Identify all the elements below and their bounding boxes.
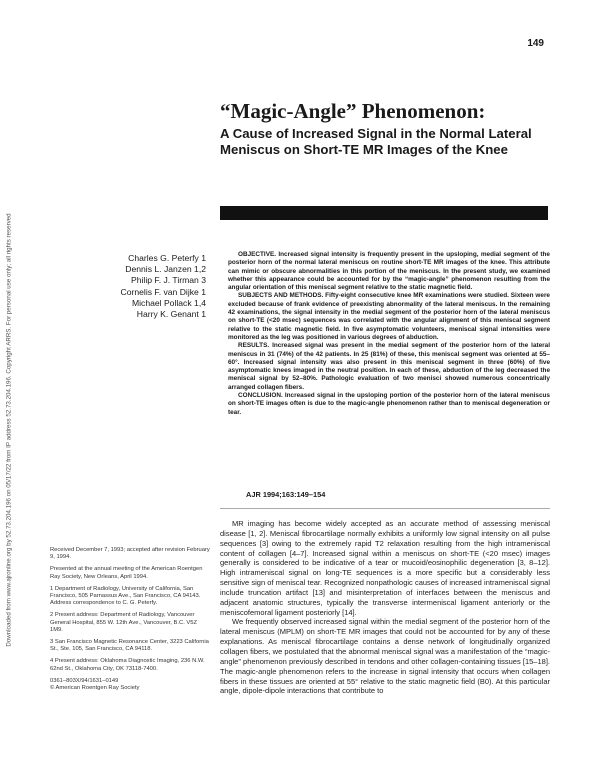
- author: Dennis L. Janzen 1,2: [125, 264, 206, 275]
- abstract-methods-text: Fifty-eight consecutive knee MR examinations were studied. Sixteen were excluded because of frank evidence of preexisting abnormality of the lateral meniscus. In the remaining 42 examinations, the signal intensity in the medial segment of the posterior horn of the lateral meniscus on short-TE (<20 msec) sequences was correlated with the angular alignment of this meniscal segment relative to the static magnetic field. In five asymptomatic volunteers, meniscal signal intensities were monitored as the leg was positioned in various degrees of abduction.: [228, 292, 550, 341]
- abstract-results-text: Increased signal was present in the medial segment of the posterior horn of the lateral meniscus in 31 (74%) of the 42 patients. In 25 (81%) of these, this meniscal segment was oriented at 55–60°. Increased signal intensity was also present in this meniscal segment in three (60%) of five asymptomatic knees imaged in the neutral position. In each of these, abduction of the leg decreased the meniscal signal by 52–80%. Pathologic evaluation of two menisci showed numerous concentrically arranged collagen fibers.: [228, 342, 550, 391]
- footnote: 0361–803X/94/1631–0149: [50, 677, 119, 684]
- abstract-objective: [228, 251, 550, 292]
- download-notice: [2, 150, 16, 710]
- title-divider-bar: [220, 206, 548, 220]
- footnote: 2 Present address: Department of Radiology, Vancouver General Hospital, 855 W. 12th Ave., Vancouver, B.C. V5Z 1M9.: [50, 612, 198, 633]
- footnote: Received December 7, 1993; accepted after revision February 9, 1994.: [50, 547, 210, 561]
- section-divider: [220, 508, 550, 509]
- title-block: [220, 100, 550, 158]
- author: Michael Pollack 1,4: [131, 297, 206, 308]
- journal-citation: AJR 1994;163:149–154: [246, 490, 326, 499]
- footnote: 1 Department of Radiology, University of California, San Francisco, 505 Parnassus Ave., San Francisco, CA 94143. Address correspondence to C. G. Peterfy.: [50, 585, 201, 607]
- author: Harry K. Genant 1: [136, 309, 206, 320]
- article-title: “Magic-Angle” Phenomenon:: [220, 99, 486, 123]
- footnote: © American Roentgen Ray Society: [50, 685, 140, 692]
- abstract-methods: [228, 292, 550, 342]
- author: Cornelis F. van Dijke 1: [120, 286, 206, 297]
- footnotes: [50, 547, 210, 697]
- footnote: Presented at the annual meeting of the American Roentgen Ray Society, New Orleans, April 1994.: [50, 566, 203, 580]
- author: Philip F. J. Tirman 3: [131, 275, 206, 286]
- body-paragraph: MR imaging has become widely accepted as an accurate method of assessing meniscal disease [1, 2]. Meniscal fibrocartilage normally exhibits a uniformly low signal intensity on all pulse sequences [3] owing to the extremely rapid T2 relaxation resulting from the high intrameniscal content of collagen [4–7]. Increased signal within a meniscus on short-TE (<20 msec) images generally is considered to be indicative of a tear or mucoid/eosinophilic degeneration [3, 8–12]. High intrameniscal signal on long-TE sequences is a more specific but a considerably less sensitive sign of meniscal tear. Recognized nonpathologic causes of increased intrameniscal signal include truncation artifact [13] and misinterpretation of interfaces between the meniscus and adjacent anatomic structures, typically the transverse intermeniscal ligament anteriorly or the meniscofemoral ligament posteriorly [14].: [220, 519, 550, 617]
- article-subtitle: A Cause of Increased Signal in the Normal Lateral Meniscus on Short-TE MR Images of the Knee: [220, 126, 532, 157]
- author-list: [96, 253, 206, 320]
- abstract-results: [228, 342, 550, 392]
- abstract: [228, 251, 550, 417]
- abstract-methods-label: SUBJECTS AND METHODS.: [238, 292, 324, 300]
- download-notice-text: Downloaded from www.ajronline.org by 52.73.204.196 on 05/17/22 from IP address 52.73.204.196. Copyright ARRS. For personal use only; all rights reserved: [5, 213, 13, 647]
- footnote: 4 Present address: Oklahoma Diagnostic Imaging, 236 N.W. 62nd St., Oklahoma City, OK 73118-7400.: [50, 658, 205, 672]
- abstract-results-label: RESULTS.: [238, 342, 270, 350]
- body-paragraph: We frequently observed increased signal within the medial segment of the posterior horn of the lateral meniscus (MPLM) on short-TE MR images that could not be accounted for by any of these explanations. As meniscal fibrocartilage contains a dense network of longitudinally organized collagen fibers, we postulated that the abnormal meniscal signal was a manifestation of the “magic-angle” phenomenon previously described in tendons and other collagen-containing tissues [15–18]. The magic-angle phenomenon refers to the increase in signal intensity that occurs when collagen fibers in these tissues are oriented at 55° relative to the static magnetic field (B0). At this particular angle, dipole-dipole interactions that contribute to: [220, 617, 550, 696]
- abstract-conclusion-label: CONCLUSION.: [238, 392, 283, 400]
- page-number: 149: [527, 38, 544, 49]
- footnote: 3 San Francisco Magnetic Resonance Center, 3223 California St., Ste. 105, San Francisco, CA 94118.: [50, 639, 209, 653]
- abstract-objective-text: Increased signal intensity is frequently present in the upsloping, medial segment of the posterior horn of the normal lateral meniscus on routine short-TE MR images of the knee. This attribute can mimic or obscure abnormalities in this portion of the meniscus. In the present study, we examined whether this appearance could be accounted for by the “magic-angle” phenomenon resulting from the angular orientation of this meniscal segment relative to the static magnetic field.: [228, 251, 550, 292]
- abstract-conclusion-text: Increased signal in the upsloping portion of the posterior horn of the lateral meniscus on short-TE images often is due to the magic-angle phenomenon rather than to meniscal degeneration or tear.: [228, 392, 550, 416]
- abstract-objective-label: OBJECTIVE.: [238, 251, 276, 258]
- body-text: [220, 519, 550, 696]
- author: Charles G. Peterfy 1: [128, 253, 206, 263]
- abstract-conclusion: [228, 392, 550, 417]
